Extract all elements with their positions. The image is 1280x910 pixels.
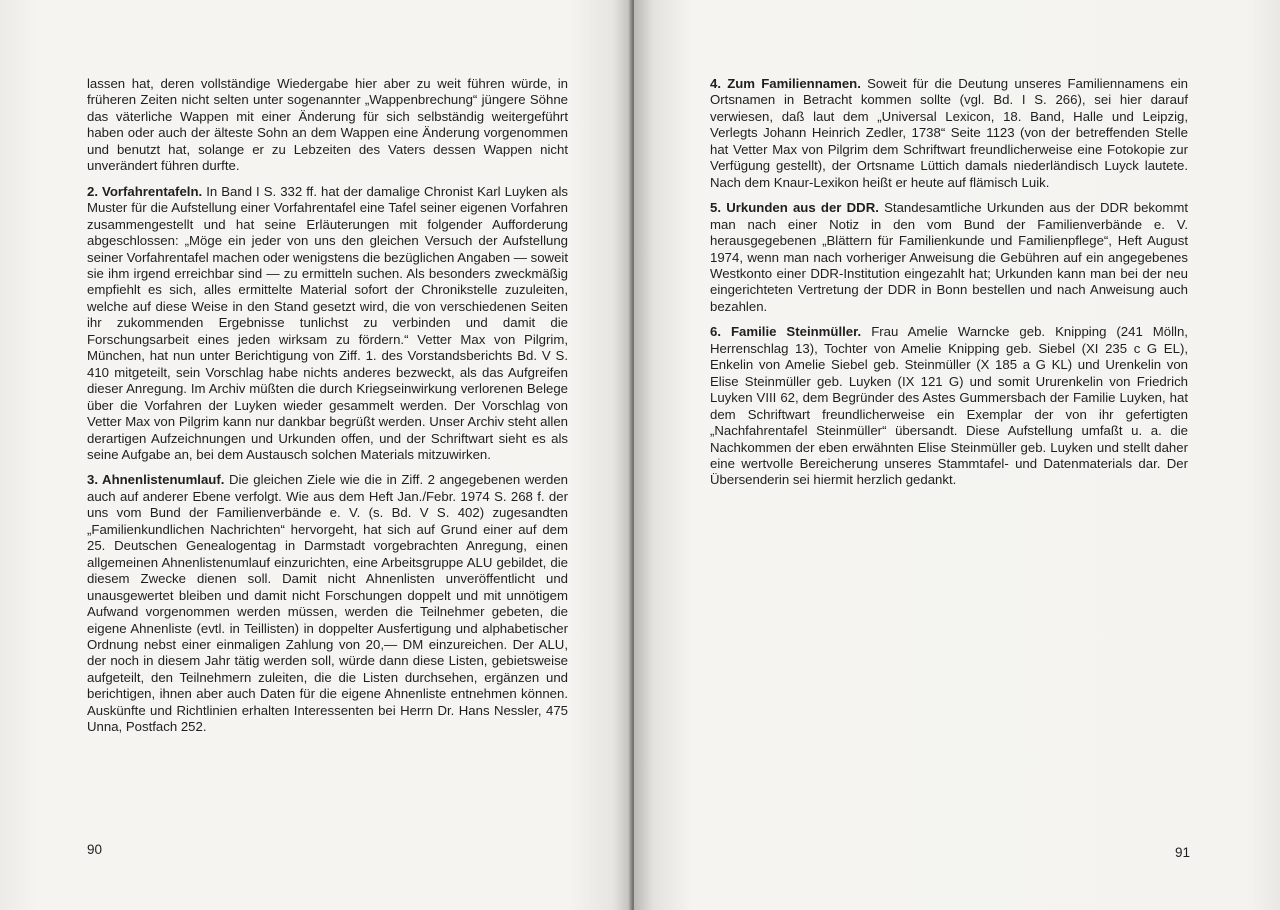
section-vorfahrentafeln — [87, 184, 568, 464]
left-text-column — [87, 76, 568, 745]
section-ahnenlistenumlauf — [87, 472, 568, 735]
continuation-paragraph: lassen hat, deren vollständige Wiedergabe hier aber zu weit führen würde, in früheren Zeiten nicht selten unter sogenannter „Wappenbrechung“ jüngere Söhne das väterliche Wappen mit einer Änderung für sich selbständig weitergeführt haben oder auch der älteste Sohn an dem Wappen eine Änderung vorgenommen und benutzt hat, solange er zu Lebzeiten des Vaters dessen Wappen nicht unverändert führen durfte. — [87, 76, 568, 174]
section-urkunden-ddr — [710, 200, 1188, 315]
section-body: Die gleichen Ziele wie die in Ziff. 2 angegebenen werden auch auf anderer Ebene verfolgt. Wie aus dem Heft Jan./Febr. 1974 S. 268 f. der uns vom Bund der Familienverbände e. V. (s. Bd. V S. 402) zugesandten „Familienkundlichen Nachrichten“ hervorgeht, hat sich auf Grund einer auf dem 25. Deutschen Genealogentag in Darmstadt vorgebrachten Anregung, einen allgemeinen Ahnenlistenumlauf einzurichten, eine Arbeitsgruppe ALU gebildet, die diesem Zwecke dienen soll. Damit nicht Ahnenlisten unveröffentlicht und unausgewertet bleiben und damit nicht Forschungen doppelt und mit unnötigem Aufwand vorgenommen werden müssen, werden die Teilnehmer gebeten, die eigene Ahnenliste (evtl. in Teillisten) in doppelter Ausfertigung und alphabetischer Ordnung nebst einer einmaligen Zahlung von 20,— DM einzureichen. Der ALU, der noch in diesem Jahr tätig werden soll, würde dann diese Listen, gebietsweise aufgeteilt, den Teilnehmern zuleiten, die die Listen durchsehen, ergänzen und berichtigen, ihnen aber auch Daten für die eigene Ahnenliste entnehmen können. Auskünfte und Richtlinien erhalten Interessenten bei Herrn Dr. Hans Nessler, 475 Unna, Postfach 252. — [87, 472, 569, 735]
section-body: Standesamtliche Urkunden aus der DDR bekommt man nach einer Notiz in den vom Bund der Familienverbände e. V. herausgegebenen „Blättern für Familienkunde und Familienpflege“, Heft August 1974, wenn man nach vorheriger Anweisung die Gebühren auf ein angegebenes Westkonto einer DDR-Institution eingezahlt hat; Urkunden kann man bei der neu eingerichteten Vertretung der DDR in Bonn bestellen und nach Anweisung auch bezahlen. — [710, 200, 1188, 314]
right-page — [634, 0, 1280, 910]
section-familie-steinmueller — [710, 324, 1188, 489]
section-heading: 2. Vorfahrentafeln. — [87, 183, 203, 199]
section-familienname — [710, 76, 1188, 191]
section-body: Soweit für die Deutung unseres Familiennamens ein Ortsnamen in Betracht kommen sollte (vgl. Bd. I S. 266), sei hier darauf verwiesen, daß laut dem „Universal Lexicon, 18. Band, Halle und Leipzig, Verlegts Johann Heinrich Zedler, 1738“ Seite 1123 (von der betreffenden Stelle hat Vetter Max von Pilgrim dem Schriftwart freundlicherweise eine Fotokopie zur Verfügung gestellt), der Ortsname Lüttich damals niederländisch Luyck lautete. Nach dem Knaur-Lexikon heißt er heute auf flämisch Luik. — [710, 76, 1188, 190]
section-heading: 3. Ahnenlistenumlauf. — [87, 472, 225, 488]
left-page — [0, 0, 632, 910]
section-heading: 5. Urkunden aus der DDR. — [710, 200, 879, 216]
section-heading: 6. Familie Steinmüller. — [710, 324, 862, 340]
right-text-column — [710, 76, 1188, 498]
section-body: In Band I S. 332 ff. hat der damalige Chronist Karl Luyken als Muster für die Aufstellung einer Vorfahrentafel eine Tafel seiner eigenen Vorfahren zusammengestellt und hat seine Erläuterungen mit folgender Aufforderung abgeschlossen: „Möge ein jeder von uns den gleichen Versuch der Aufstellung seiner Vorfahrentafel machen oder wenigstens die bezüglichen Angaben — soweit sie ihm irgend erreichbar sind — zu ermitteln suchen. Als besonders zweckmäßig empfiehlt es sich, alles ermittelte Material sofort der Chronikstelle zuzuleiten, welche auf diese Weise in den Stand gesetzt wird, die von verschiedenen Seiten ihr zukommenden Ergebnisse tunlichst zu verbinden und damit die Forschungsarbeit eines jeden wirksam zu fördern.“ Vetter Max von Pilgrim, München, hat nun unter Berichtigung von Ziff. 1. des Vorstandsberichts Bd. V S. 410 mitgeteilt, sein Vorschlag habe nichts anderes bezweckt, als das Aufgreifen dieser Anregung. Im Archiv müßten die durch Kriegseinwirkung verlorenen Belege über die Vorfahren der Luyken wieder gesammelt werden. Der Vorschlag von Vetter Max von Pilgrim kann nur dankbar begrüßt werden. Unser Archiv steht allen derartigen Aufzeichnungen und Urkunden offen, und der Schriftwart sieht es als seine Aufgabe an, bei dem Austausch solchen Materials mitzuwirken. — [87, 183, 568, 462]
page-number-right: 91 — [1175, 845, 1191, 860]
section-body: Frau Amelie Warncke geb. Knipping (241 Mölln, Herrenschlag 13), Tochter von Amelie Knipping geb. Siebel (XI 235 c G EL), Enkelin von Amelie Siebel geb. Steinmüller (X 185 a G KL) und Urenkelin von Elise Steinmüller geb. Luyken (IX 121 G) und somit Ururenkelin von Friedrich Luyken VIII 62, dem Begründer des Astes Gummersbach der Familie Luyken, hat dem Schriftwart freundlicherweise ein Exemplar der von ihr gefertigten „Nachfahrentafel Steinmüller“ übersandt. Diese Aufstellung umfaßt u. a. die Nachkommen der eben erwähnten Elise Steinmüller geb. Luyken und stellt daher eine wertvolle Bereicherung unseres Stammtafel- und Datenmaterials dar. Der Übersenderin sei hiermit herzlich gedankt. — [710, 324, 1188, 488]
section-heading: 4. Zum Familiennamen. — [710, 76, 861, 91]
page-number-left: 90 — [87, 842, 103, 857]
